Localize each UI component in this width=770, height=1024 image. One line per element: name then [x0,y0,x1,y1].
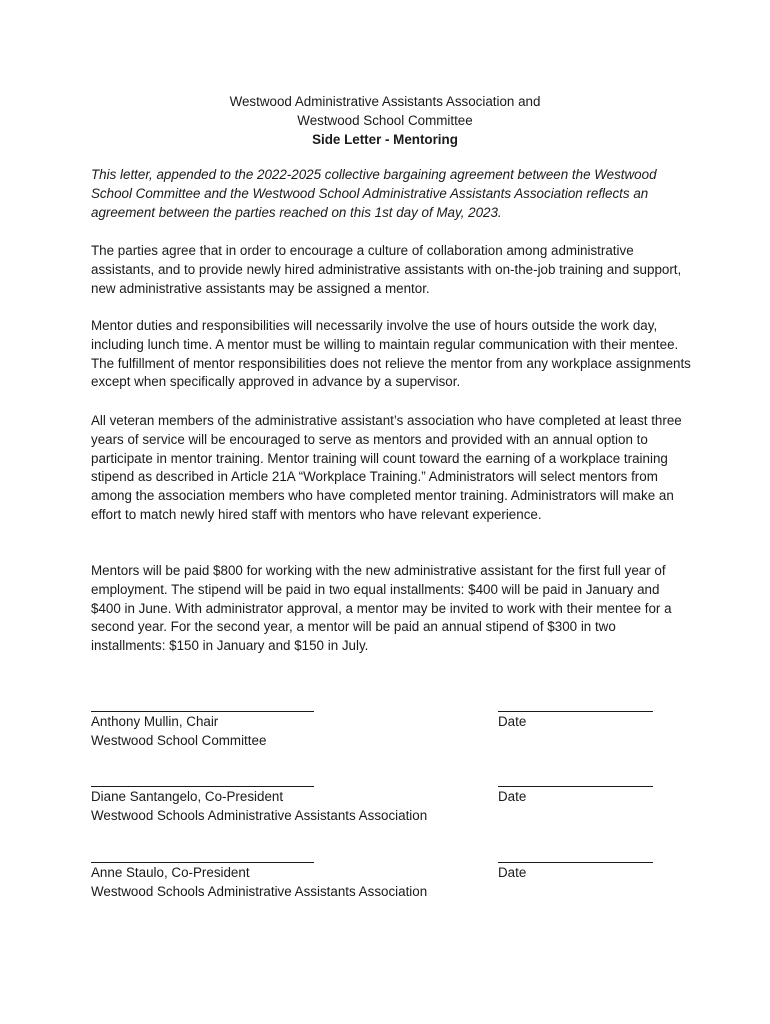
signature-block [91,769,681,829]
letter-title: Side Letter - Mentoring [312,131,458,147]
signature-line [91,769,314,787]
signer-organization: Westwood School Committee [91,732,267,748]
date-line [498,694,653,712]
date-field [498,769,668,807]
signature-line [91,694,314,712]
header-line-1: Westwood Administrative Assistants Association and [229,94,541,109]
paragraph-eligibility: All veteran members of the administrative assistant’s association who have completed at least three years of service will be encouraged to serve as mentors and provided with an annual option to participate in mentor training. Mentor training will count toward the earning of a workplace training stipend as described in Article 21A “Workplace Training.” Administrators will select mentors from among the association members who have completed mentor training. Administrators will make an effort to match newly hired staff with mentors who have relevant experience. [91,413,682,522]
paragraph-collaboration: The parties agree that in order to encourage a culture of collaboration among administrative assistants, and to provide newly hired administrative assistants with on-the-job training and support, new administrative assistants may be assigned a mentor. [91,243,682,296]
signer-organization: Westwood Schools Administrative Assistants Association [91,883,428,899]
signer-organization: Westwood Schools Administrative Assistants Association [91,807,428,823]
signer-name: Anne Staulo, Co-President [91,865,250,880]
date-label: Date [498,865,527,880]
signer-name: Anthony Mullin, Chair [91,714,219,729]
date-label: Date [498,714,527,729]
paragraph-duties: Mentor duties and responsibilities will necessarily involve the use of hours outside the work day, including lunch time. A mentor must be willing to maintain regular communication with their mentee. The fulfillment of mentor responsibilities does not relieve the mentor from any workplace assignments except when specifically approved in advance by a supervisor. [91,318,691,390]
letter-header [0,93,770,149]
date-field [498,694,668,732]
signature-left [91,769,471,826]
date-line [498,845,653,863]
date-label: Date [498,789,527,804]
signature-left [91,845,471,902]
date-field [498,845,668,883]
signature-block [91,694,681,754]
header-line-2: Westwood School Committee [297,112,473,128]
intro-paragraph: This letter, appended to the 2022-2025 collective bargaining agreement between the Westwood School Committee and the Westwood School Administrative Assistants Association reflects an agreement between the parties reached on this 1st day of May, 2023. [91,167,657,220]
signature-left [91,694,471,751]
signature-line [91,845,314,863]
signer-name: Diane Santangelo, Co-President [91,789,284,804]
date-line [498,769,653,787]
paragraph-compensation: Mentors will be paid $800 for working with the new administrative assistant for the first full year of employment. The stipend will be paid in two equal installments: $400 will be paid in January and $400 in June. With administrator approval, a mentor may be invited to work with their mentee for a second year. For the second year, a mentor will be paid an annual stipend of $300 in two installments: $150 in January and $150 in July. [91,563,672,654]
signature-block [91,845,681,905]
